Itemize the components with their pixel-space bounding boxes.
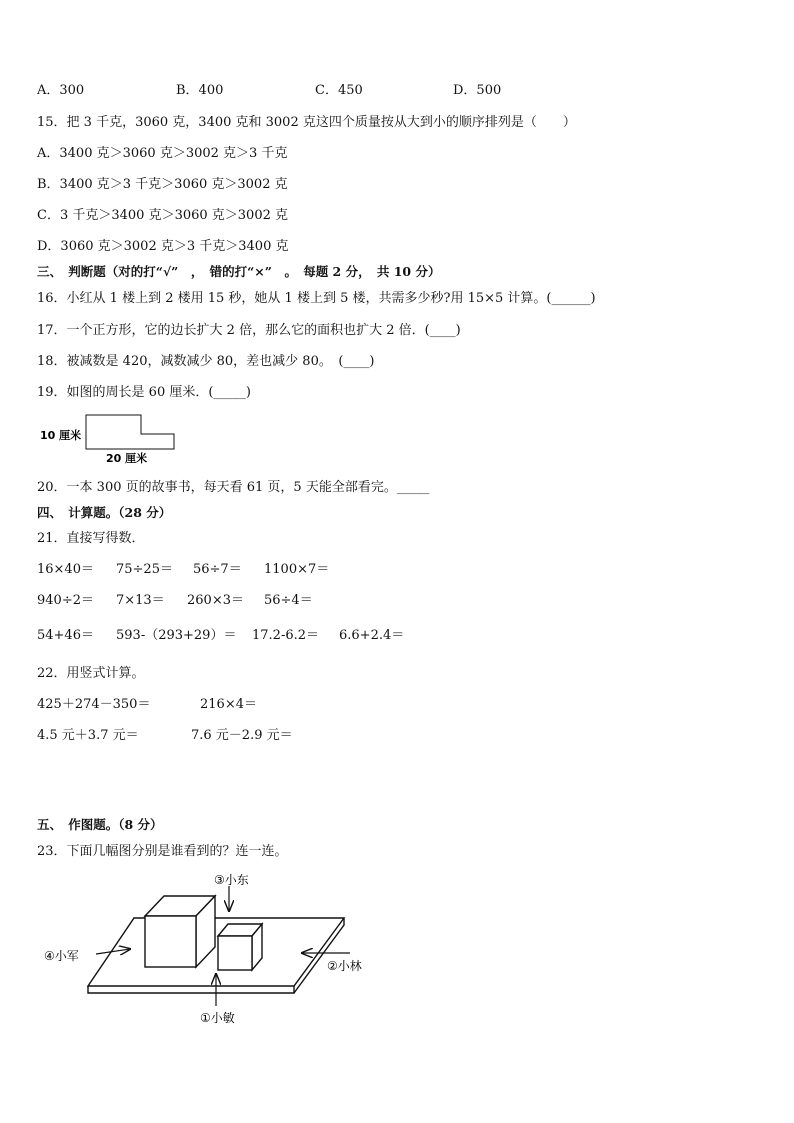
q21-r3-c2: 593-（293+29）＝ [116,628,237,643]
q21-r3-c4: 6.6+2.4＝ [339,628,405,643]
q21-r3-c3: 17.2-6.2＝ [252,628,320,643]
viewer-bottom-label: ①小敏 [200,1011,235,1025]
q21-r1-c1: 16×40＝ [37,562,94,577]
viewer-top-label: ③小东 [214,873,249,887]
q14-option-c: C．450 [315,83,363,98]
q16: 16．小红从 1 楼上到 2 楼用 15 秒，她从 1 楼上到 5 楼，共需多少秒?用 15×5 计算。(______) [37,291,596,306]
q14-option-b: B．400 [176,83,224,98]
q15-option-a: A．3400 克＞3060 克＞3002 克＞3 千克 [37,146,288,161]
q14-option-d: D．500 [453,83,502,98]
q21-stem: 21．直接写得数． [37,531,145,546]
q23-stem: 23．下面几幅图分别是谁看到的？连一连。 [37,844,288,859]
viewer-left-label: ④小军 [44,949,79,963]
q21-r1-c2: 75÷25＝ [116,562,173,577]
q22-r1-c1: 425＋274－350＝ [37,697,151,712]
q22-r2-c1: 4.5 元＋3.7 元＝ [37,728,139,743]
q21-r1-c3: 56÷7＝ [193,562,242,577]
q22-stem: 22．用竖式计算。 [37,666,145,681]
q17: 17．一个正方形，它的边长扩大 2 倍，那么它的面积也扩大 2 倍．(____) [37,323,461,338]
q21-r3-c1: 54+46＝ [37,628,94,643]
q19-stepped-shape [86,415,174,449]
q23-figure [30,866,390,1032]
q15-option-c: C．3 千克＞3400 克＞3060 克＞3002 克 [37,208,288,223]
small-cube [218,924,262,970]
q21-r2-c2: 7×13＝ [116,593,165,608]
q20: 20．一本 300 页的故事书，每天看 61 页，5 天能全部看完。_____ [37,480,430,495]
section-5-title: 五、 作图题。（8 分） [37,817,163,832]
q15-option-d: D．3060 克＞3002 克＞3 千克＞3400 克 [37,239,289,254]
q19-figure [36,412,186,468]
section-4-title: 四、 计算题。（28 分） [37,505,172,520]
q18: 18．被减数是 420，减数减少 80，差也减少 80。 (____) [37,354,375,369]
q21-r2-c1: 940÷2＝ [37,593,94,608]
q14-option-a: A．300 [37,83,85,98]
q19-height-label: 10 厘米 [40,429,82,442]
large-cube [145,896,215,967]
q19: 19．如图的周长是 60 厘米．(_____) [37,385,251,400]
section-3-title: 三、 判断题（对的打“√” ， 错的打“×” 。 每题 2 分， 共 10 分） [37,264,441,279]
q15-stem: 15．把 3 千克，3060 克，3400 克和 3002 克这四个质量按从大到小的顺序排列是（ ） [37,115,576,130]
q21-r1-c4: 1100×7＝ [264,562,330,577]
q22-r2-c2: 7.6 元－2.9 元＝ [191,728,293,743]
q19-width-label: 20 厘米 [106,452,148,465]
q15-option-b: B．3400 克＞3 千克＞3060 克＞3002 克 [37,177,288,192]
q21-r2-c4: 56÷4＝ [264,593,313,608]
q22-r1-c2: 216×4＝ [200,697,257,712]
q21-r2-c3: 260×3＝ [187,593,244,608]
viewer-right-label: ②小林 [327,959,362,973]
